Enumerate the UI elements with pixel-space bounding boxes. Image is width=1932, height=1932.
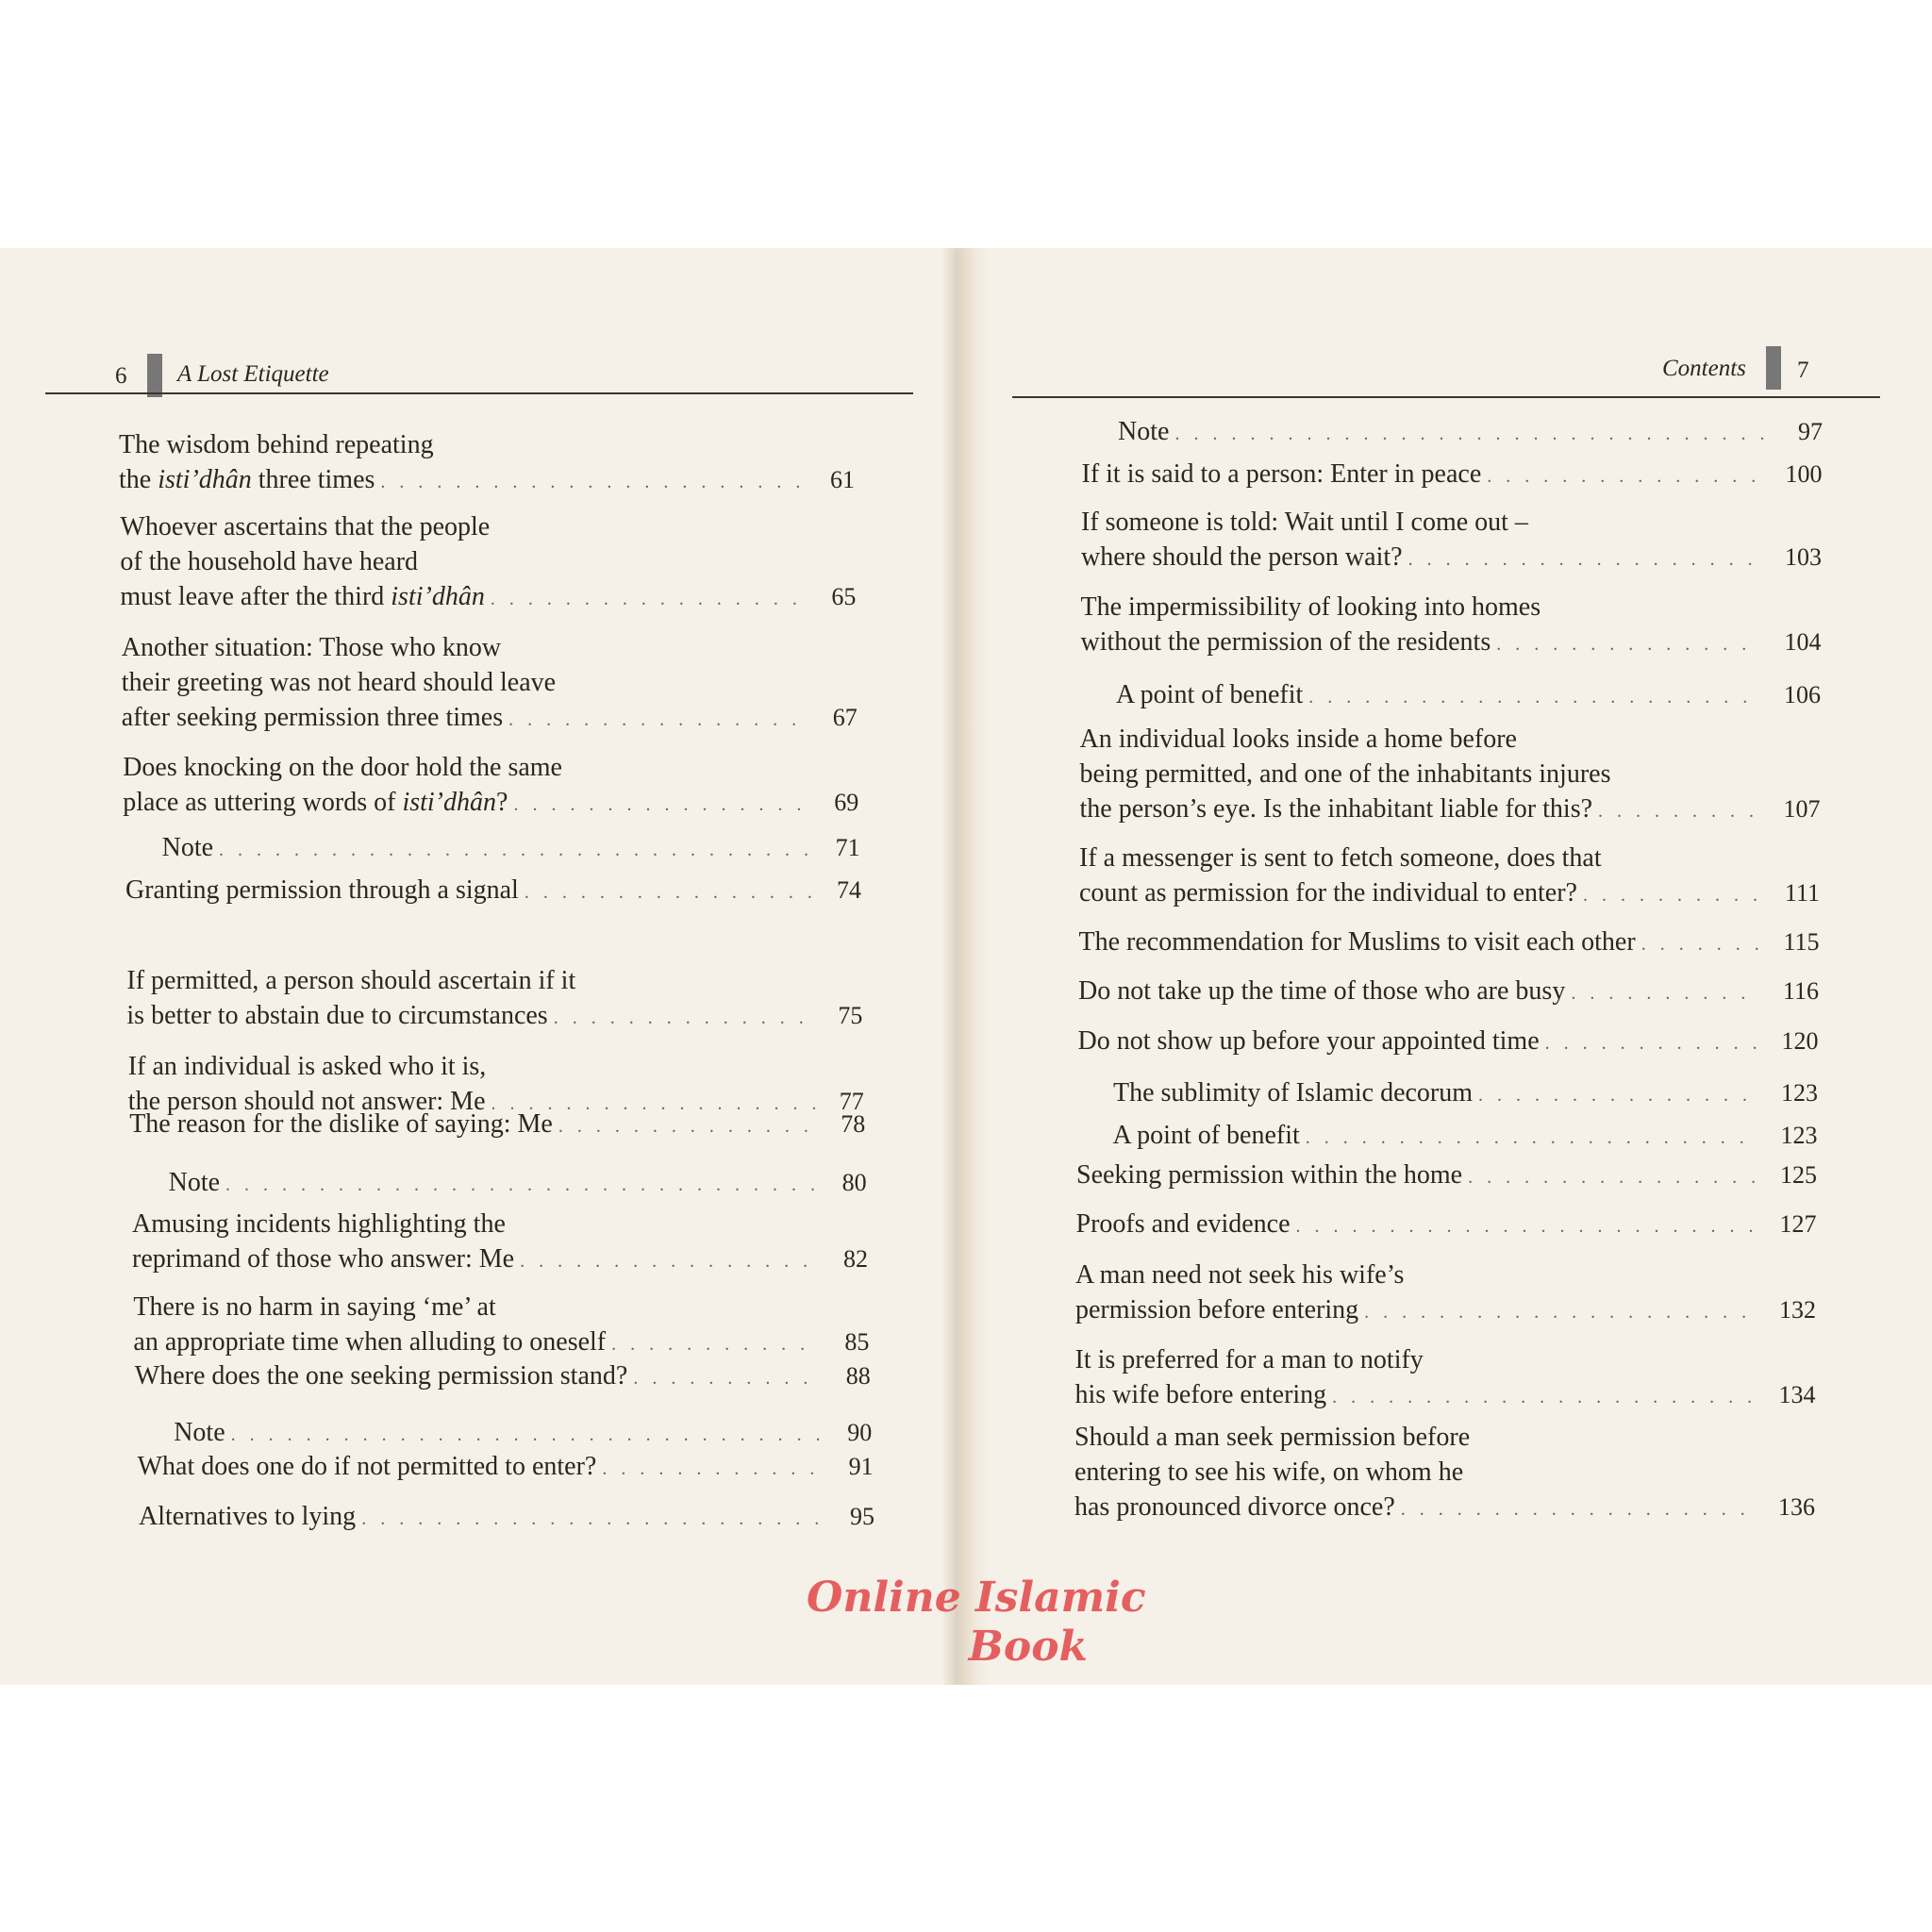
toc-page-number: 136	[1778, 1493, 1815, 1521]
toc-page-number: 134	[1778, 1381, 1816, 1408]
toc-entry-title-line: being permitted, and one of the inhabitants injures	[1079, 759, 1611, 789]
dot-leader	[225, 1168, 818, 1203]
toc-entry	[1079, 841, 1820, 913]
book-spread	[0, 248, 1932, 1685]
toc-entry-title-line: Note	[168, 1168, 221, 1197]
toc-entry	[1076, 1158, 1817, 1195]
toc-entry	[119, 427, 855, 500]
dot-leader	[1468, 1160, 1756, 1195]
toc-entry-title-line: permission before entering	[1075, 1295, 1359, 1324]
toc-entry	[122, 630, 858, 738]
toc-entry	[169, 1165, 867, 1203]
toc-entry-title-line: Seeking permission within the home	[1076, 1160, 1463, 1190]
toc-entry-title-line: place as uttering words of isti’dhân?	[123, 788, 508, 817]
toc-entry-title-line: Does knocking on the door hold the same	[123, 753, 562, 782]
toc-page-number: 65	[831, 583, 857, 610]
dot-leader	[380, 465, 806, 500]
toc-entry-title-line: has pronounced divorce once?	[1074, 1492, 1395, 1522]
toc-entry-title-line: their greeting was not heard should leave	[121, 668, 557, 697]
dot-leader	[1583, 878, 1760, 913]
watermark-line-1: Online Islamic	[807, 1574, 1146, 1622]
dot-leader	[1545, 1026, 1757, 1061]
toc-entry-title-line: The wisdom behind repeating	[119, 430, 434, 459]
toc-page-number: 103	[1785, 543, 1822, 571]
toc-entry	[120, 509, 856, 617]
toc-page-number: 123	[1781, 1079, 1818, 1107]
toc-entry-title-line: count as permission for the individual to enter?	[1079, 878, 1577, 908]
toc-entry-title-line: must leave after the third isti’dhân	[120, 582, 485, 611]
toc-entry-title-line: If an individual is asked who it is,	[127, 1052, 487, 1081]
toc-entry	[1081, 505, 1822, 577]
toc-page-number: 104	[1784, 628, 1822, 656]
dot-leader	[1332, 1380, 1754, 1415]
toc-entry-title-line: If permitted, a person should ascertain if it	[126, 966, 576, 995]
dot-leader	[361, 1502, 825, 1537]
toc-entry-title-line: of the household have heard	[120, 547, 419, 576]
dot-leader	[508, 703, 808, 738]
left-page	[0, 248, 953, 1685]
dot-leader	[1401, 1492, 1754, 1527]
toc-entry	[139, 1499, 874, 1537]
toc-page-number: 123	[1780, 1122, 1818, 1149]
dot-leader	[1174, 417, 1774, 452]
dot-leader	[558, 1109, 816, 1144]
toc-entry	[1078, 974, 1819, 1011]
toc-entry	[1075, 1257, 1816, 1330]
dot-leader	[1364, 1295, 1755, 1330]
toc-entry-title-line: Note	[1118, 417, 1170, 446]
toc-page-number: 78	[841, 1110, 866, 1138]
toc-entry-title-line: The reason for the dislike of saying: Me	[129, 1109, 553, 1139]
toc-entry	[162, 830, 860, 868]
toc-entry	[1080, 722, 1821, 829]
toc-entry-title-line: What does one do if not permitted to enter?	[137, 1452, 597, 1481]
toc-entry-title-line: after seeking permission three times	[121, 703, 504, 732]
toc-entry	[1074, 1420, 1815, 1527]
toc-page-number: 120	[1781, 1027, 1819, 1055]
dot-leader	[520, 1244, 819, 1279]
toc-page-number: 107	[1783, 795, 1821, 823]
right-header-marker	[1766, 346, 1781, 390]
dot-leader	[1641, 927, 1759, 962]
toc-entry	[174, 1415, 872, 1453]
dot-leader	[602, 1452, 824, 1487]
toc-entry	[129, 1107, 865, 1144]
toc-page-number: 91	[848, 1453, 874, 1480]
toc-entry	[138, 1449, 874, 1487]
toc-entry-title-line: The impermissibility of looking into homes	[1080, 592, 1541, 622]
left-folio: 6	[115, 363, 127, 389]
dot-leader	[554, 1001, 814, 1036]
toc-page-number: 75	[838, 1002, 863, 1029]
watermark-line-2: Book	[968, 1623, 1089, 1671]
toc-entry-title-line: Should a man seek permission before	[1074, 1423, 1471, 1452]
right-running-head: Contents	[1662, 356, 1746, 381]
toc-entry-title-line: The sublimity of Islamic decorum	[1113, 1078, 1474, 1108]
toc-entry-title-line: Do not take up the time of those who are busy	[1078, 976, 1566, 1006]
left-header-marker	[147, 354, 162, 397]
toc-entry	[1076, 1207, 1817, 1244]
toc-entry-title-line: the person’s eye. Is the inhabitant liable for this?	[1079, 794, 1593, 824]
toc-entry-title-line: If a messenger is sent to fetch someone, does that	[1079, 843, 1602, 873]
left-running-head: A Lost Etiquette	[177, 361, 329, 387]
toc-entry-title-line: Alternatives to lying	[139, 1502, 357, 1531]
dot-leader	[633, 1361, 821, 1396]
toc-entry	[123, 750, 858, 823]
toc-entry	[1075, 1342, 1816, 1415]
toc-entry-title-line: A point of benefit	[1112, 1121, 1300, 1150]
toc-entry-title-line: Where does the one seeking permission stand?	[134, 1361, 628, 1391]
toc-page-number: 82	[843, 1245, 868, 1273]
right-page	[970, 248, 1932, 1685]
right-header-rule	[1012, 396, 1880, 398]
toc-entry-title-line: Granting permission through a signal	[125, 875, 519, 905]
toc-page-number: 127	[1779, 1210, 1817, 1238]
toc-page-number: 74	[837, 876, 861, 904]
toc-page-number: 97	[1798, 418, 1823, 445]
toc-entry-title-line: the person should not answer: Me	[127, 1087, 486, 1116]
toc-entry-title-line: Do not show up before your appointed time	[1077, 1026, 1540, 1056]
toc-entry-title-line: where should the person wait?	[1081, 542, 1403, 572]
toc-entry-title-line: without the permission of the residents	[1080, 627, 1491, 657]
dot-leader	[1487, 459, 1760, 494]
dot-leader	[1598, 794, 1758, 829]
toc-page-number: 71	[835, 834, 860, 861]
toc-entry-title-line: an appropriate time when alluding to oneself	[133, 1327, 607, 1357]
toc-entry-title-line: If someone is told: Wait until I come out –	[1081, 508, 1528, 537]
toc-page-number: 116	[1782, 977, 1819, 1005]
right-folio: 7	[1797, 358, 1809, 383]
dot-leader	[1306, 1121, 1757, 1156]
toc-entry	[1081, 590, 1822, 662]
toc-entry	[1113, 1075, 1818, 1113]
toc-entry-title-line: Proofs and evidence	[1075, 1209, 1291, 1239]
dot-leader	[1308, 680, 1759, 715]
dot-leader	[1496, 627, 1759, 662]
toc-entry	[125, 873, 861, 910]
left-header-rule	[45, 392, 913, 394]
toc-entry-title-line: If it is said to a person: Enter in peace	[1081, 459, 1482, 489]
toc-entry	[1116, 677, 1821, 715]
dot-leader	[491, 582, 808, 617]
toc-page-number: 67	[832, 704, 858, 731]
toc-entry-title-line: Note	[174, 1418, 225, 1447]
toc-page-number: 106	[1784, 681, 1821, 708]
watermark	[807, 1574, 1146, 1672]
toc-entry	[1078, 1024, 1819, 1061]
toc-page-number: 77	[839, 1088, 864, 1115]
toc-page-number: 95	[850, 1503, 874, 1530]
toc-entry-title-line: reprimand of those who answer: Me	[132, 1244, 515, 1274]
toc-entry-title-line: entering to see his wife, on whom he	[1074, 1457, 1464, 1487]
toc-page-number: 90	[847, 1419, 873, 1446]
toc-page-number: 125	[1780, 1161, 1817, 1189]
toc-entry	[133, 1290, 869, 1362]
toc-entry	[135, 1358, 871, 1396]
toc-page-number: 115	[1783, 928, 1820, 956]
toc-entry	[132, 1207, 868, 1279]
dot-leader	[219, 833, 811, 868]
toc-page-number: 111	[1784, 879, 1820, 907]
toc-entry-title-line: is better to abstain due to circumstances	[126, 1001, 548, 1030]
toc-entry	[1082, 457, 1823, 494]
toc-entry-title-line: The recommendation for Muslims to visit each other	[1078, 927, 1636, 957]
toc-entry-title-line: Another situation: Those who know	[121, 633, 502, 662]
toc-entry-title-line: A man need not seek his wife’s	[1075, 1260, 1405, 1290]
dot-leader	[525, 875, 812, 910]
toc-entry-title-line: Amusing incidents highlighting the	[132, 1209, 506, 1239]
dot-leader	[1478, 1078, 1757, 1113]
toc-entry-title-line: It is preferred for a man to notify	[1074, 1345, 1424, 1374]
toc-page-number: 132	[1779, 1296, 1816, 1324]
toc-entry-title-line: A point of benefit	[1116, 680, 1304, 709]
toc-entry-title-line: Note	[161, 833, 214, 862]
toc-page-number: 69	[834, 789, 859, 816]
toc-page-number: 61	[830, 466, 855, 493]
dot-leader	[1571, 976, 1758, 1011]
toc-entry-title-line: An individual looks inside a home before	[1079, 724, 1517, 754]
dot-leader	[231, 1418, 824, 1453]
toc-entry	[1079, 924, 1820, 962]
toc-page-number: 80	[841, 1169, 867, 1196]
toc-entry-title-line: the isti’dhân three times	[119, 465, 375, 494]
toc-page-number: 85	[844, 1328, 870, 1356]
toc-entry-title-line: his wife before entering	[1074, 1380, 1327, 1409]
dot-leader	[1408, 542, 1760, 577]
toc-page-number: 100	[1785, 460, 1823, 488]
toc-entry	[126, 963, 862, 1036]
toc-entry	[1113, 1118, 1818, 1156]
dot-leader	[513, 788, 809, 823]
dot-leader	[1296, 1209, 1756, 1244]
toc-page-number: 88	[845, 1362, 871, 1390]
dot-leader	[611, 1327, 820, 1362]
toc-entry-title-line: There is no harm in saying ‘me’ at	[133, 1292, 496, 1322]
toc-entry-title-line: Whoever ascertains that the people	[120, 512, 491, 541]
toc-entry	[1118, 414, 1823, 452]
